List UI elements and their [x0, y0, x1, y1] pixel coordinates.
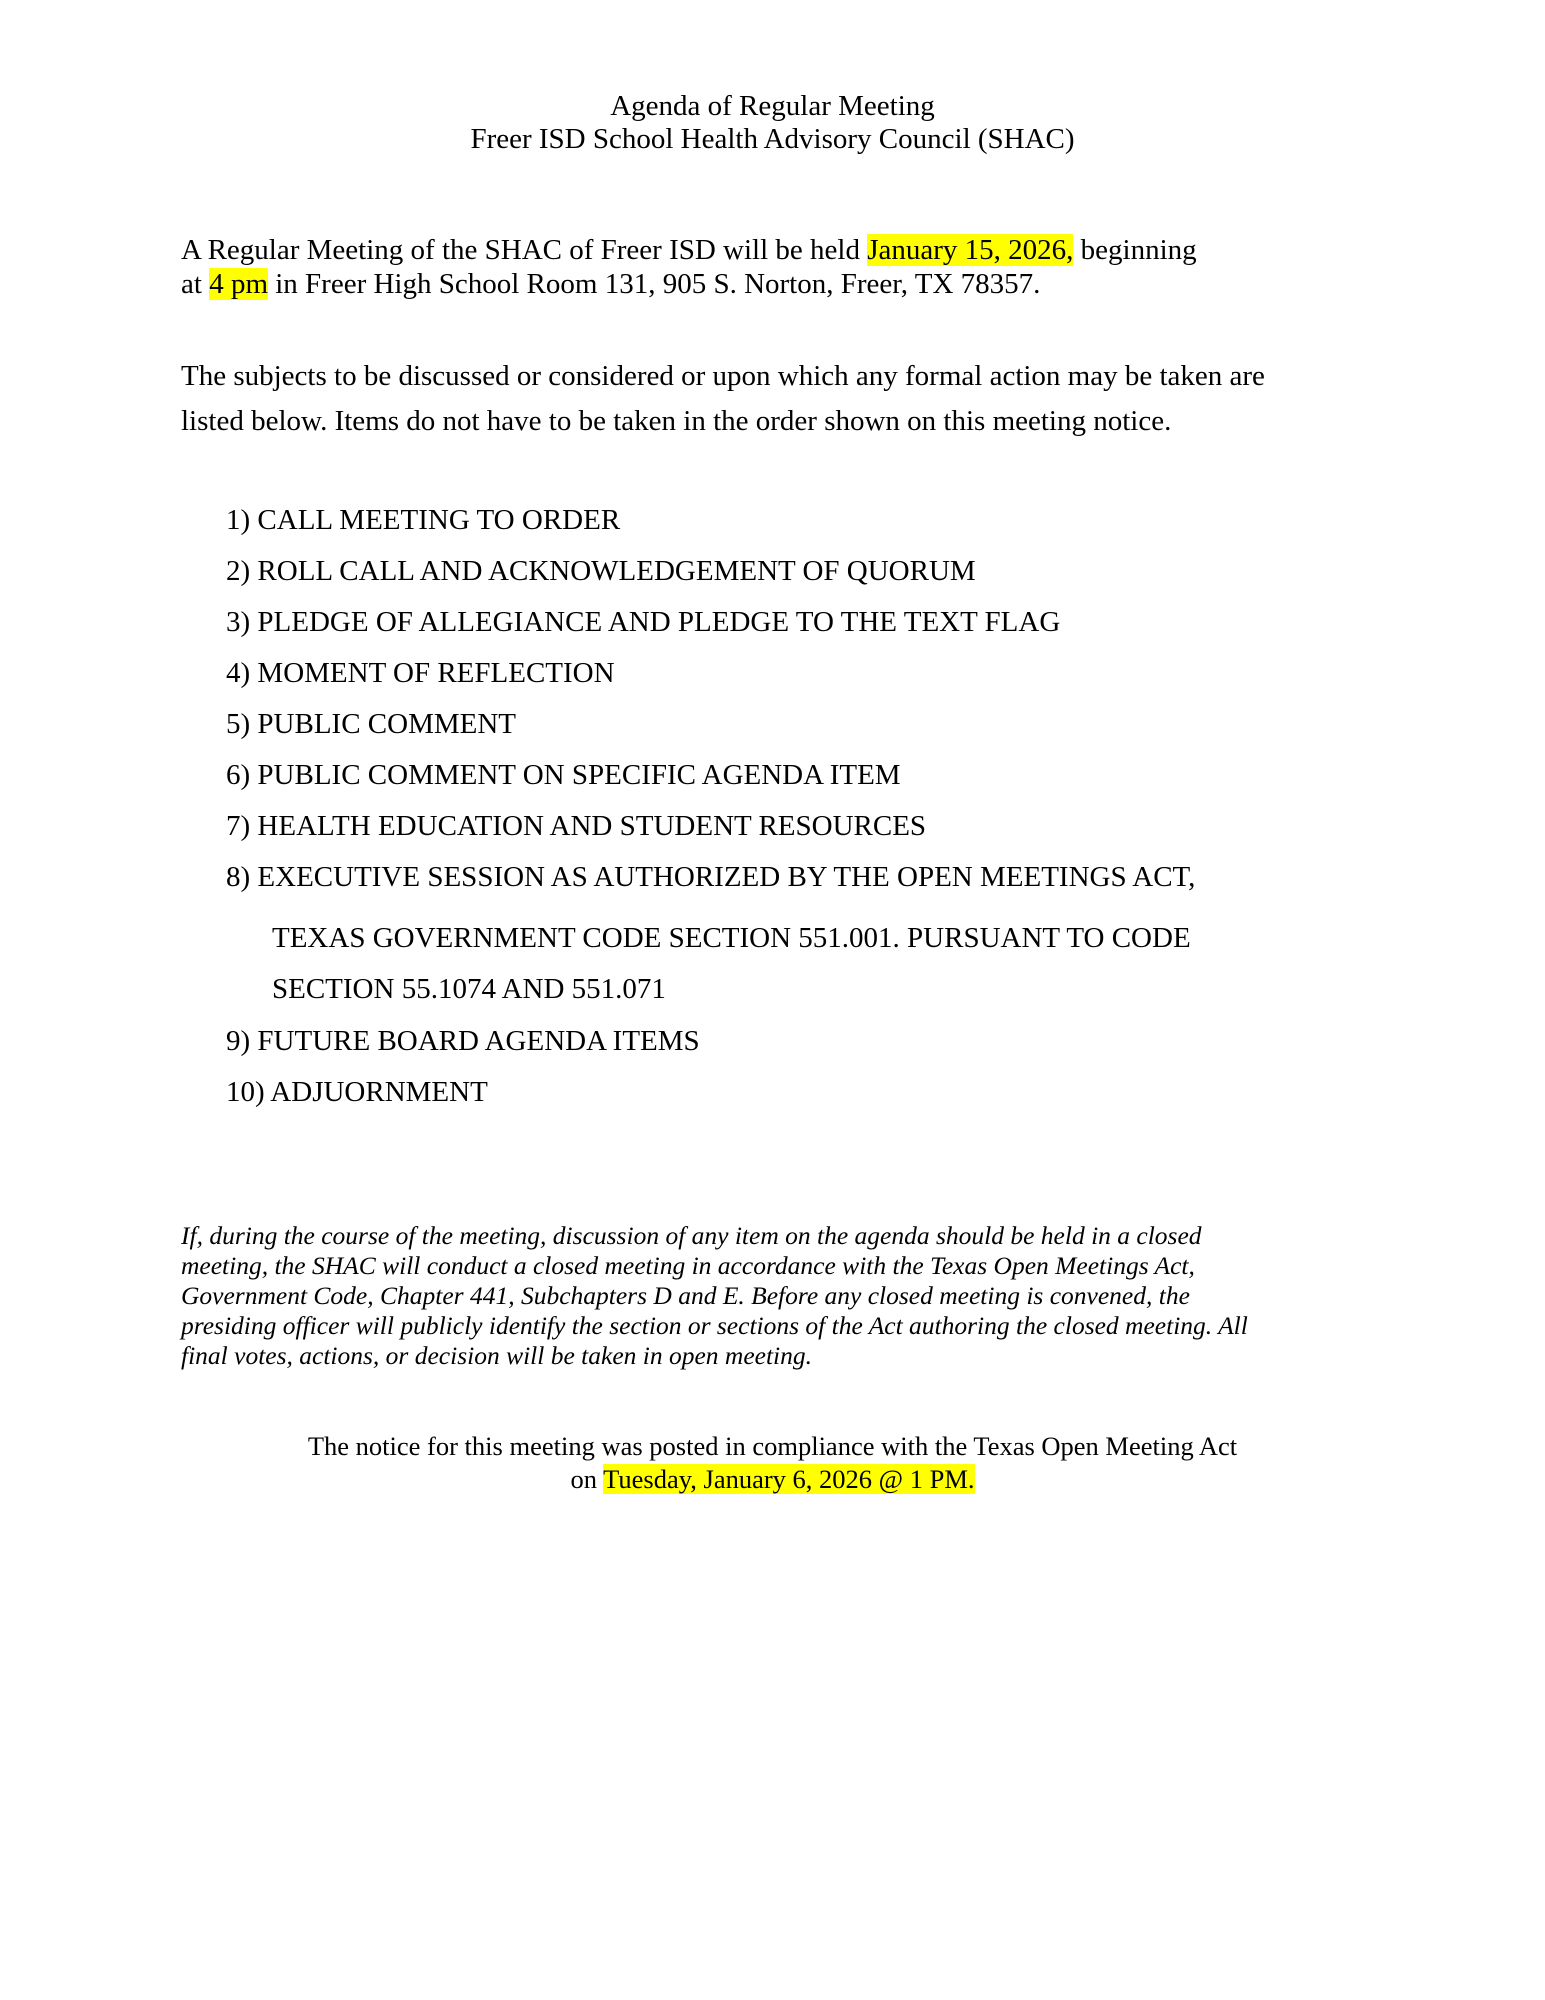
notice-line: presiding officer will publicly identify the section or sections of the Act authoring the closed meeting. All: [181, 1311, 1248, 1340]
agenda-item: 9) FUTURE BOARD AGENDA ITEMS: [226, 1025, 700, 1057]
agenda-item: 2) ROLL CALL AND ACKNOWLEDGEMENT OF QUORUM: [226, 555, 976, 587]
meeting-intro-line-2: [181, 267, 1040, 301]
notice-line: If, during the course of the meeting, discussion of any item on the agenda should be held in a closed: [181, 1221, 1202, 1250]
intro-text: at: [181, 268, 210, 300]
intro-text: A Regular Meeting of the SHAC of Freer ISD will be held: [181, 234, 868, 266]
agenda-item: 5) PUBLIC COMMENT: [226, 708, 517, 740]
agenda-item: 7) HEALTH EDUCATION AND STUDENT RESOURCES: [226, 810, 927, 842]
meeting-intro-line-1: [181, 233, 1197, 267]
posting-date-highlight: Tuesday, January 6, 2026 @ 1 PM.: [603, 1464, 975, 1494]
agenda-item: 1) CALL MEETING TO ORDER: [226, 504, 621, 536]
meeting-date-highlight: January 15, 2026,: [867, 234, 1074, 266]
posting-text: on: [570, 1464, 604, 1494]
agenda-item: 6) PUBLIC COMMENT ON SPECIFIC AGENDA ITEM: [226, 759, 901, 791]
subjects-paragraph-line-1: The subjects to be discussed or considered or upon which any formal action may be taken are: [181, 360, 1265, 392]
posting-statement-line-2: [0, 1463, 1545, 1495]
agenda-item: 3) PLEDGE OF ALLEGIANCE AND PLEDGE TO THE TEXT FLAG: [226, 606, 1061, 638]
agenda-item-continuation: TEXAS GOVERNMENT CODE SECTION 551.001. PURSUANT TO CODE: [272, 922, 1191, 954]
subjects-paragraph-line-2: listed below. Items do not have to be taken in the order shown on this meeting notice.: [181, 405, 1172, 437]
agenda-item: 8) EXECUTIVE SESSION AS AUTHORIZED BY THE OPEN MEETINGS ACT,: [226, 861, 1196, 893]
document-subtitle: Freer ISD School Health Advisory Council (SHAC): [470, 123, 1075, 155]
agenda-item: 4) MOMENT OF REFLECTION: [226, 657, 615, 689]
closed-meeting-notice: [181, 1221, 1351, 1371]
agenda-item: 10) ADJUORNMENT: [226, 1076, 488, 1108]
intro-text: in Freer High School Room 131, 905 S. Norton, Freer, TX 78357.: [268, 268, 1041, 300]
document-title: Agenda of Regular Meeting: [610, 90, 935, 122]
intro-text: beginning: [1073, 234, 1197, 266]
meeting-time-highlight: 4 pm: [209, 268, 268, 300]
notice-line: final votes, actions, or decision will be taken in open meeting.: [181, 1341, 813, 1370]
agenda-item-continuation: SECTION 55.1074 AND 551.071: [272, 973, 666, 1005]
notice-line: Government Code, Chapter 441, Subchapters D and E. Before any closed meeting is convened, the: [181, 1281, 1190, 1310]
posting-statement-line-1: The notice for this meeting was posted in compliance with the Texas Open Meeting Act: [307, 1431, 1238, 1461]
notice-line: meeting, the SHAC will conduct a closed meeting in accordance with the Texas Open Meetings Act,: [181, 1251, 1195, 1280]
